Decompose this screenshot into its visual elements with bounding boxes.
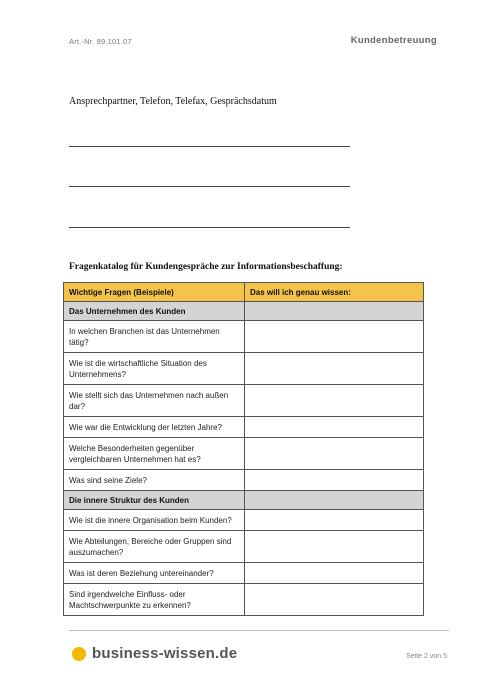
logo-dot-icon (72, 647, 86, 661)
section-blank-cell (245, 491, 424, 510)
contact-label: Ansprechpartner, Telefon, Telefax, Gesprächsdatum (69, 96, 277, 107)
question-cell: Was sind seine Ziele? (64, 470, 245, 491)
question-cell: Wie ist die innere Organisation beim Kunden? (64, 510, 245, 531)
contact-line-3 (69, 227, 350, 228)
column-header-answers: Das will ich genau wissen: (245, 283, 424, 302)
answer-cell[interactable] (245, 321, 424, 353)
table-header-row (64, 283, 424, 302)
table-row (64, 417, 424, 438)
answer-cell[interactable] (245, 470, 424, 491)
section-blank-cell (245, 302, 424, 321)
question-cell: In welchen Branchen ist das Unternehmen tätig? (64, 321, 245, 353)
table-row (64, 438, 424, 470)
table-row (64, 563, 424, 584)
section-heading: Die innere Struktur des Kunden (64, 491, 245, 510)
contact-line-1 (69, 146, 350, 147)
section-row (64, 302, 424, 321)
question-table (63, 282, 424, 616)
question-cell: Sind irgendwelche Einfluss- oder Machtschwerpunkte zu erkennen? (64, 584, 245, 616)
question-cell: Wie war die Entwicklung der letzten Jahre? (64, 417, 245, 438)
answer-cell[interactable] (245, 438, 424, 470)
table-row (64, 510, 424, 531)
table-row (64, 584, 424, 616)
document-title: Kundenbetreuung (350, 35, 437, 46)
section-row (64, 491, 424, 510)
brand-name: business-wissen.de (92, 645, 238, 662)
section-heading: Das Unternehmen des Kunden (64, 302, 245, 321)
question-cell: Wie stellt sich das Unternehmen nach außen dar? (64, 385, 245, 417)
article-number: Art.-Nr. 99.101.07 (69, 37, 132, 46)
contact-line-2 (69, 186, 350, 187)
question-cell: Was ist deren Beziehung untereinander? (64, 563, 245, 584)
brand-logo[interactable] (72, 645, 237, 662)
answer-cell[interactable] (245, 417, 424, 438)
footer-divider (69, 630, 449, 631)
answer-cell[interactable] (245, 353, 424, 385)
question-cell: Welche Besonderheiten gegenüber vergleichbaren Unternehmen hat es? (64, 438, 245, 470)
answer-cell[interactable] (245, 510, 424, 531)
table-row (64, 385, 424, 417)
question-cell: Wie ist die wirtschaftliche Situation des Unternehmens? (64, 353, 245, 385)
table-row (64, 321, 424, 353)
answer-cell[interactable] (245, 385, 424, 417)
table-row (64, 353, 424, 385)
column-header-questions: Wichtige Fragen (Beispiele) (64, 283, 245, 302)
answer-cell[interactable] (245, 531, 424, 563)
answer-cell[interactable] (245, 563, 424, 584)
table-row (64, 531, 424, 563)
catalog-title: Fragenkatalog für Kundengespräche zur Informationsbeschaffung: (69, 262, 343, 272)
answer-cell[interactable] (245, 584, 424, 616)
table-row (64, 470, 424, 491)
question-cell: Wie Abteilungen, Bereiche oder Gruppen sind auszumachen? (64, 531, 245, 563)
page-number: Seite 2 von 5 (406, 653, 447, 660)
